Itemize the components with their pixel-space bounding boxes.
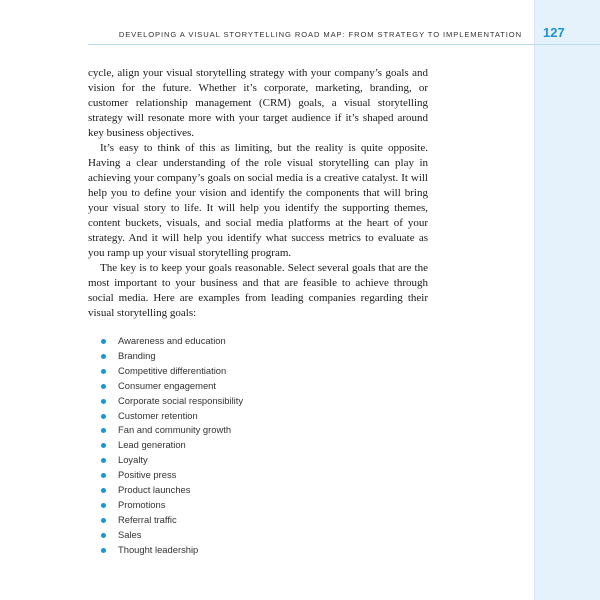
bullet-icon	[101, 384, 106, 389]
running-head: DEVELOPING A VISUAL STORYTELLING ROAD MAP: FROM STRATEGY TO IMPLEMENTATION	[118, 30, 522, 39]
bullet-icon	[101, 458, 106, 463]
list-item-text: Positive press	[118, 469, 177, 481]
list-item	[100, 409, 400, 424]
list-item-text: Consumer engagement	[118, 379, 216, 391]
list-item	[100, 438, 400, 453]
list-item-text: Thought leadership	[118, 543, 199, 555]
bullet-icon	[101, 473, 106, 478]
list-item-text: Fan and community growth	[118, 424, 232, 436]
bullet-icon	[101, 503, 106, 508]
bullet-icon	[101, 354, 106, 359]
list-item	[100, 349, 400, 364]
list-item	[100, 394, 400, 409]
list-item	[100, 543, 400, 558]
list-item	[100, 468, 400, 483]
goals-bullet-list	[100, 334, 400, 558]
list-item-text: Awareness and education	[118, 335, 226, 346]
list-item-text: Loyalty	[118, 454, 148, 466]
list-item	[100, 379, 400, 394]
paragraph-creative-catalyst: It’s easy to think of this as limiting, but the reality is quite opposite. Having a clear understanding of the role visual storytelling can play in achieving your company’s goals on social media is a creative catalyst. It will help you to define your vision and identify the components that will bring your visual story to life. It will help you identify the supporting themes, content buckets, visuals, and social media platforms at the heart of your strategy. And it will help you identify what success metrics to evaluate as you ramp up your visual storytelling program.	[88, 142, 428, 259]
paragraph-goals: The key is to keep your goals reasonable. Select several goals that are the most important to your business and that are feasible to achieve through social media. Here are examples from leading companies regarding their visual storytelling goals:	[88, 262, 428, 319]
bullet-icon	[101, 443, 106, 448]
list-item	[100, 483, 400, 498]
bullet-icon	[101, 518, 106, 523]
list-item	[100, 364, 400, 379]
list-item	[100, 528, 400, 543]
list-item-text: Customer retention	[118, 409, 198, 421]
paragraph-continuation: cycle, align your visual storytelling strategy with your company’s goals and vision for the future. Whether it’s corporate, marketing, branding, or customer relationship management (CRM) goals, a visual storytelling strategy will resonate more with your target audience if it’s shaped around key business objectives.	[88, 67, 428, 139]
list-item-text: Product launches	[118, 484, 191, 496]
bullet-icon	[101, 369, 106, 374]
bullet-icon	[101, 488, 106, 493]
body-text	[88, 66, 428, 321]
list-item	[100, 453, 400, 468]
bullet-icon	[101, 428, 106, 433]
list-item	[100, 334, 400, 349]
list-item-text: Corporate social responsibility	[118, 394, 244, 406]
header-rule	[88, 44, 600, 45]
bullet-icon	[101, 548, 106, 553]
side-margin-band	[534, 0, 600, 600]
list-item-text: Sales	[118, 528, 142, 540]
list-item-text: Lead generation	[118, 439, 186, 451]
list-item	[100, 498, 400, 513]
list-item-text: Competitive differentiation	[118, 364, 227, 376]
list-item-text: Promotions	[118, 498, 166, 510]
page-number: 127	[543, 25, 565, 40]
list-item-text: Referral traffic	[118, 513, 177, 525]
list-item-text: Branding	[118, 349, 156, 361]
bullet-icon	[101, 339, 106, 344]
list-item	[100, 423, 400, 438]
bullet-icon	[101, 533, 106, 538]
bullet-icon	[101, 414, 106, 419]
bullet-icon	[101, 399, 106, 404]
list-item	[100, 513, 400, 528]
